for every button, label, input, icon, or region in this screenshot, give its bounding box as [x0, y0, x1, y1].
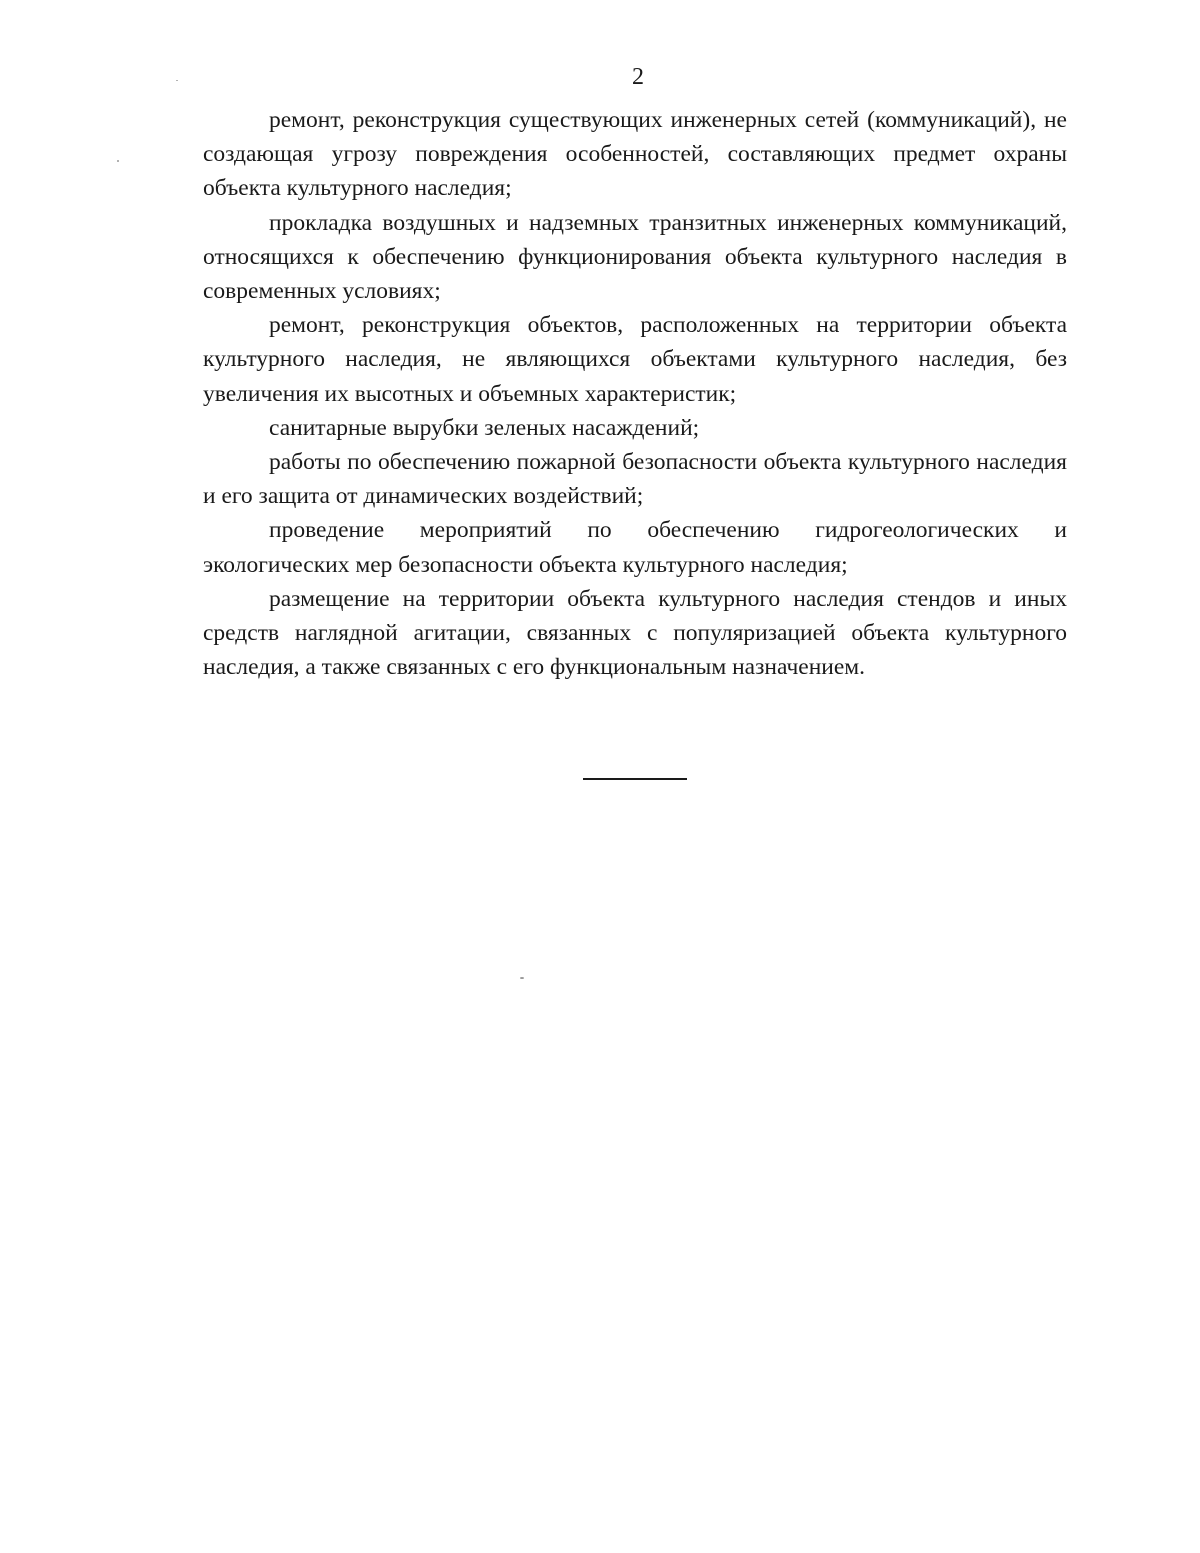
- scan-speck: [520, 977, 524, 979]
- page-number: 2: [632, 64, 644, 90]
- scan-speck: [117, 160, 119, 162]
- paragraph-utility-network-repair: ремонт, реконструкция существующих инженерных сетей (коммуникаций), не создающая угрозу повреждения особенностей, составляющих предмет охраны объекта культурного наследия;: [203, 107, 1067, 202]
- paragraph-transit-communications: прокладка воздушных и надземных транзитных инженерных коммуникаций, относящихся к обеспечению функционирования объекта культурного наследия в современных условиях;: [203, 209, 1067, 305]
- paragraph-object-repair: ремонт, реконструкция объектов, расположенных на территории объекта культурного наследия, не являющихся объектами культурного наследия, без увеличения их высотных и объемных характеристик;: [203, 312, 1067, 407]
- paragraph-hydrogeological-measures: проведение мероприятий по обеспечению гидрогеологических и экологических мер безопасности объекта культурного наследия;: [203, 517, 1067, 578]
- end-of-text-rule: [583, 778, 687, 780]
- paragraph-information-stands: размещение на территории объекта культурного наследия стендов и иных средств наглядной агитации, связанных с популяризацией объекта культурного наследия, а также связанных с его функциональным назначением.: [203, 585, 1067, 681]
- paragraph-sanitary-felling: санитарные вырубки зеленых насаждений;: [269, 414, 700, 441]
- body-text: [203, 103, 1067, 684]
- paragraph-fire-safety: работы по обеспечению пожарной безопасности объекта культурного наследия и его защита от динамических воздействий;: [203, 449, 1067, 510]
